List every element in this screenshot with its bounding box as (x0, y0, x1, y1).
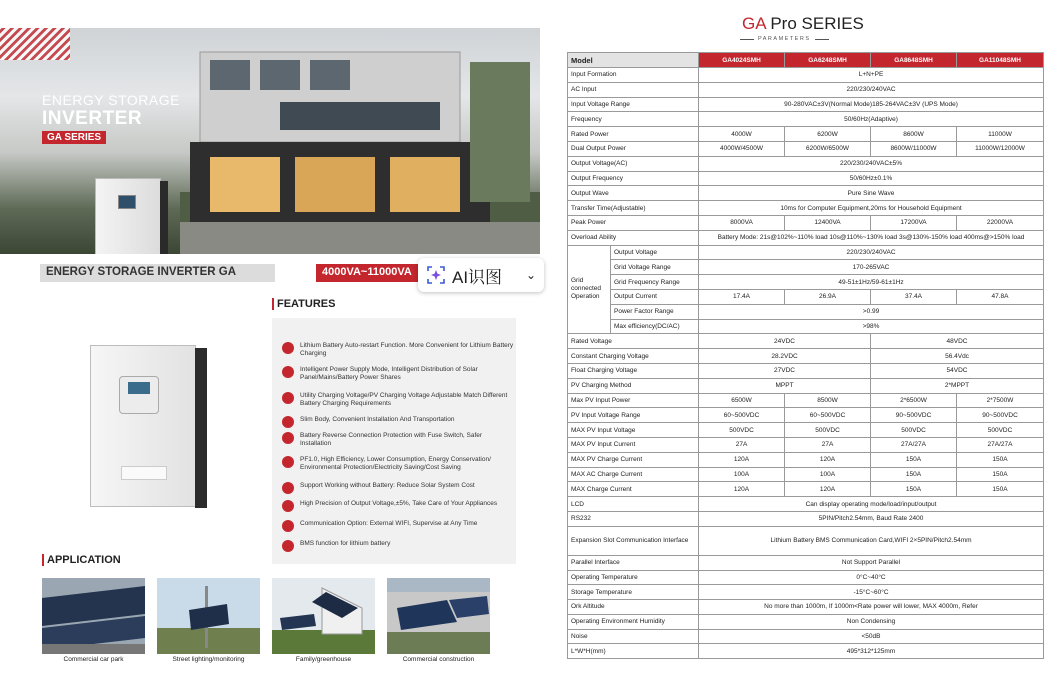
feature-item (282, 482, 514, 494)
spec-cell: Overload Ability (568, 230, 699, 245)
spec-cell: AC Input (568, 82, 699, 97)
sun-icon (282, 482, 294, 494)
spec-cell: MAX PV Input Current (568, 437, 699, 452)
spec-cell: 150A (957, 467, 1044, 482)
spec-cell: Dual Output Power (568, 141, 699, 156)
spec-row (568, 230, 1044, 245)
spec-cell: Operating Environment Humidity (568, 614, 699, 629)
spec-row (568, 289, 1044, 304)
spec-cell: Output Wave (568, 186, 699, 201)
spec-cell: MPPT (699, 378, 871, 393)
spec-row (568, 53, 1044, 68)
spec-row (568, 127, 1044, 142)
spec-cell: 50/60Hz(Adaptive) (699, 112, 1044, 127)
feature-text: Support Working without Battery: Reduce Solar System Cost (300, 482, 475, 489)
spec-cell: Max efficiency(DC/AC) (611, 319, 699, 334)
spec-cell: 4000W (699, 127, 785, 142)
ai-sparkle-icon (426, 265, 446, 285)
spec-cell: MAX AC Charge Current (568, 467, 699, 482)
spec-cell: 150A (957, 482, 1044, 497)
spec-cell: 150A (957, 452, 1044, 467)
spec-cell: PV Input Voltage Range (568, 408, 699, 423)
spec-cell: 170-265VAC (699, 260, 1044, 275)
spec-cell: Non Condensing (699, 614, 1044, 629)
spec-cell: 220/230/240VAC (699, 82, 1044, 97)
spec-cell: 100A (699, 467, 785, 482)
app-caption-2: Street lighting/monitoring (172, 656, 245, 663)
spec-cell: L+N+PE (699, 68, 1044, 83)
shield-icon (282, 432, 294, 444)
spec-row (568, 482, 1044, 497)
spec-cell: MAX PV Input Voltage (568, 423, 699, 438)
spec-cell: 500VDC (871, 423, 957, 438)
spec-row (568, 585, 1044, 600)
spec-cell: Grid Voltage Range (611, 260, 699, 275)
spec-row (568, 260, 1044, 275)
app-image-construction (387, 578, 490, 654)
leaf-icon (282, 456, 294, 468)
spec-cell: Expansion Slot Communication Interface (568, 526, 699, 555)
spec-cell: 37.4A (871, 289, 957, 304)
hero-title-line2: INVERTER (42, 108, 143, 129)
battery-icon (282, 342, 294, 354)
spec-row (568, 363, 1044, 378)
application-heading: APPLICATION (42, 554, 121, 566)
feature-item (282, 432, 514, 448)
spec-cell: Output Voltage (611, 245, 699, 260)
spec-cell: 60~500VDC (785, 408, 871, 423)
spec-cell: 27VDC (699, 363, 871, 378)
ai-recognize-button[interactable] (418, 258, 544, 292)
spec-cell: 120A (785, 482, 871, 497)
spec-cell: MAX Charge Current (568, 482, 699, 497)
spec-cell: Lithium Battery BMS Communication Card,WIFI 2×5PIN/Pitch2.54mm (699, 526, 1044, 555)
feature-text: Utility Charging Voltage/PV Charging Voltage Adjustable Match Different Battery Charging Requirements (300, 392, 508, 407)
spec-row (568, 304, 1044, 319)
feature-item (282, 456, 514, 472)
slim-icon (282, 416, 294, 428)
feature-item (282, 366, 514, 382)
spec-row (568, 600, 1044, 615)
spec-cell: 150A (871, 452, 957, 467)
spec-row (568, 201, 1044, 216)
spec-cell: MAX PV Charge Current (568, 452, 699, 467)
series-subtitle: PARAMETERS (758, 36, 811, 42)
spec-row (568, 334, 1044, 349)
spec-cell: 54VDC (871, 363, 1044, 378)
spec-row (568, 393, 1044, 408)
spec-cell: Can display operating mode/load/input/output (699, 497, 1044, 512)
spec-cell: 8600W/11000W (871, 141, 957, 156)
spec-cell: GA4024SMH (699, 53, 785, 68)
feature-item (282, 500, 514, 512)
spec-cell: 11000W/12000W (957, 141, 1044, 156)
spec-cell: Rated Power (568, 127, 699, 142)
spec-cell: 22000VA (957, 215, 1044, 230)
spec-cell: 49-51±1Hz/59-61±1Hz (699, 275, 1044, 290)
spec-cell: 12400VA (785, 215, 871, 230)
spec-cell: Output Voltage(AC) (568, 156, 699, 171)
spec-cell: Noise (568, 629, 699, 644)
spec-row (568, 526, 1044, 555)
spec-cell: 48VDC (871, 334, 1044, 349)
spec-cell: RS232 (568, 511, 699, 526)
spec-cell: Rated Voltage (568, 334, 699, 349)
spec-cell: 27A (699, 437, 785, 452)
spec-cell: GA6248SMH (785, 53, 871, 68)
spec-cell: -15°C~60°C (699, 585, 1044, 600)
app-caption-4: Commercial construction (402, 656, 475, 663)
spec-cell: 500VDC (699, 423, 785, 438)
feature-item (282, 392, 514, 408)
series-title (742, 14, 864, 34)
spec-row (568, 497, 1044, 512)
spec-row (568, 467, 1044, 482)
app-image-carpark (42, 578, 145, 654)
feature-text: BMS function for lithium battery (300, 540, 391, 547)
spec-cell: 2*6500W (871, 393, 957, 408)
spec-cell: L*W*H(mm) (568, 644, 699, 659)
spec-cell: LCD (568, 497, 699, 512)
spec-row (568, 112, 1044, 127)
house-illustration (180, 42, 540, 254)
feature-item (282, 342, 514, 358)
spec-cell: 27A/27A (957, 437, 1044, 452)
spec-cell: 56.4Vdc (871, 349, 1044, 364)
precision-icon (282, 500, 294, 512)
spec-cell: 8600W (871, 127, 957, 142)
feature-text: High Precision of Output Voltage,±5%, Take Care of Your Appliances (300, 500, 498, 507)
spec-cell: 100A (785, 467, 871, 482)
spec-cell: Float Charging Voltage (568, 363, 699, 378)
spec-cell: Grid Frequency Range (611, 275, 699, 290)
feature-text: PF1.0, High Efficiency, Lower Consumption, Energy Conservation/ Environmental Protection/Electricity Saving/Cost Saving (300, 456, 491, 471)
spec-row (568, 555, 1044, 570)
spec-cell: Input Formation (568, 68, 699, 83)
chevron-down-icon[interactable]: ⌄ (525, 268, 536, 282)
spec-cell: Parallel Interface (568, 555, 699, 570)
spec-cell: 50/60Hz±0.1% (699, 171, 1044, 186)
spec-cell: 28.2VDC (699, 349, 871, 364)
spec-cell: 220/230/240VAC (699, 245, 1044, 260)
spec-cell: >98% (699, 319, 1044, 334)
spec-cell: 8500W (785, 393, 871, 408)
spec-cell: >0.99 (699, 304, 1044, 319)
product-title-bar (40, 264, 412, 282)
spec-cell: 47.8A (957, 289, 1044, 304)
spec-cell: Pure Sine Wave (699, 186, 1044, 201)
spec-cell: 60~500VDC (699, 408, 785, 423)
spec-row (568, 319, 1044, 334)
spec-cell: Power Factor Range (611, 304, 699, 319)
spec-cell: 27A (785, 437, 871, 452)
spec-cell: Operating Temperature (568, 570, 699, 585)
spec-cell: 6200W/6500W (785, 141, 871, 156)
spec-cell: Not Support Parallel (699, 555, 1044, 570)
spec-table (567, 52, 1044, 659)
spec-cell: Transfer Time(Adjustable) (568, 201, 699, 216)
spec-row (568, 437, 1044, 452)
spec-cell: Constant Charging Voltage (568, 349, 699, 364)
spec-cell: Peak Power (568, 215, 699, 230)
series-name: Pro SERIES (765, 14, 864, 33)
product-name: ENERGY STORAGE INVERTER GA (40, 264, 275, 282)
app-caption-3: Family/greenhouse (295, 656, 352, 663)
spec-cell: 120A (785, 452, 871, 467)
spec-cell: 5PIN/Pitch2.54mm, Baud Rate 2400 (699, 511, 1044, 526)
spec-row (568, 423, 1044, 438)
spec-cell: 90~500VDC (957, 408, 1044, 423)
spec-cell: 495*312*125mm (699, 644, 1044, 659)
spec-cell: 500VDC (785, 423, 871, 438)
spec-cell: 17200VA (871, 215, 957, 230)
feature-item (282, 416, 514, 428)
feature-text: Lithium Battery Auto-restart Function. More Convenient for Lithium Battery Charging (300, 342, 514, 357)
hero-series-badge: GA SERIES (42, 131, 106, 144)
spec-cell: Input Voltage Range (568, 97, 699, 112)
spec-cell: 17.4A (699, 289, 785, 304)
spec-cell: 10ms for Computer Equipment,20ms for Household Equipment (699, 201, 1044, 216)
spec-row (568, 171, 1044, 186)
spec-cell: Output Current (611, 289, 699, 304)
spec-cell: 120A (699, 452, 785, 467)
spec-cell: Grid connected Operation (568, 245, 611, 334)
spec-row (568, 141, 1044, 156)
spec-cell: Ork Altitude (568, 600, 699, 615)
spec-cell: 27A/27A (871, 437, 957, 452)
hero-title-line1: ENERGY STORAGE (42, 92, 180, 108)
feature-text: Battery Reverse Connection Protection with Fuse Switch, Safer Installation (300, 432, 483, 447)
spec-cell: Storage Temperature (568, 585, 699, 600)
settings-icon (282, 392, 294, 404)
spec-row (568, 245, 1044, 260)
spec-cell: Output Frequency (568, 171, 699, 186)
app-image-streetlight (157, 578, 260, 654)
spec-row (568, 408, 1044, 423)
spec-cell: 0°C~40°C (699, 570, 1044, 585)
spec-cell: Model (568, 53, 699, 68)
spec-cell: Battery Mode: 21s@102%~110% load 10s@110%~130% load 3s@130%-150% load 400ms@>150% load (699, 230, 1044, 245)
series-brand: GA (742, 14, 766, 33)
features-list (272, 318, 516, 564)
features-heading: FEATURES (272, 298, 335, 310)
spec-row (568, 275, 1044, 290)
product-image (90, 345, 196, 507)
spec-cell: 150A (871, 467, 957, 482)
bms-icon (282, 540, 294, 552)
spec-row (568, 349, 1044, 364)
spec-cell: 6200W (785, 127, 871, 142)
feature-text: Communication Option: External WIFI, Supervise at Any Time (300, 520, 478, 527)
ai-button-label: AI识图 (452, 267, 503, 287)
spec-cell: 220/230/240VAC±5% (699, 156, 1044, 171)
decorative-stripes (0, 28, 70, 60)
spec-cell: 2*7500W (957, 393, 1044, 408)
spec-cell: GA11048SMH (957, 53, 1044, 68)
spec-cell: <50dB (699, 629, 1044, 644)
app-caption-1: Commercial car park (63, 656, 124, 663)
power-icon (282, 366, 294, 378)
spec-row (568, 156, 1044, 171)
spec-row (568, 68, 1044, 83)
spec-cell: Frequency (568, 112, 699, 127)
spec-cell: 8000VA (699, 215, 785, 230)
spec-cell: 2*MPPT (871, 378, 1044, 393)
spec-cell: 90-280VAC±3V(Normal Mode)185-264VAC±3V (UPS Mode) (699, 97, 1044, 112)
spec-row (568, 570, 1044, 585)
spec-row (568, 378, 1044, 393)
spec-row (568, 97, 1044, 112)
feature-text: Intelligent Power Supply Mode, Intelligent Distribution of Solar Panel/Mains/Battery Power Shares (300, 366, 478, 381)
spec-cell: 24VDC (699, 334, 871, 349)
spec-cell: PV Charging Method (568, 378, 699, 393)
spec-cell: 11000W (957, 127, 1044, 142)
spec-cell: 120A (699, 482, 785, 497)
product-range: 4000VA~11000VA (316, 264, 430, 282)
hero-inverter-device (95, 178, 161, 254)
wifi-icon (282, 520, 294, 532)
spec-row (568, 452, 1044, 467)
spec-row (568, 82, 1044, 97)
feature-item (282, 520, 514, 532)
spec-cell: 150A (871, 482, 957, 497)
spec-cell: No more than 1000m, If 1000m<Rate power will lower, MAX 4000m, Refer (699, 600, 1044, 615)
spec-row (568, 629, 1044, 644)
spec-row (568, 215, 1044, 230)
spec-cell: 4000W/4500W (699, 141, 785, 156)
feature-item (282, 540, 514, 552)
app-image-greenhouse (272, 578, 375, 654)
feature-text: Slim Body, Convenient Installation And Transportation (300, 416, 455, 423)
spec-cell: Max PV Input Power (568, 393, 699, 408)
spec-row (568, 644, 1044, 659)
spec-row (568, 186, 1044, 201)
spec-cell: 6500W (699, 393, 785, 408)
spec-row (568, 614, 1044, 629)
spec-cell: 500VDC (957, 423, 1044, 438)
spec-cell: 26.9A (785, 289, 871, 304)
spec-row (568, 511, 1044, 526)
spec-cell: 90~500VDC (871, 408, 957, 423)
spec-cell: GA8648SMH (871, 53, 957, 68)
